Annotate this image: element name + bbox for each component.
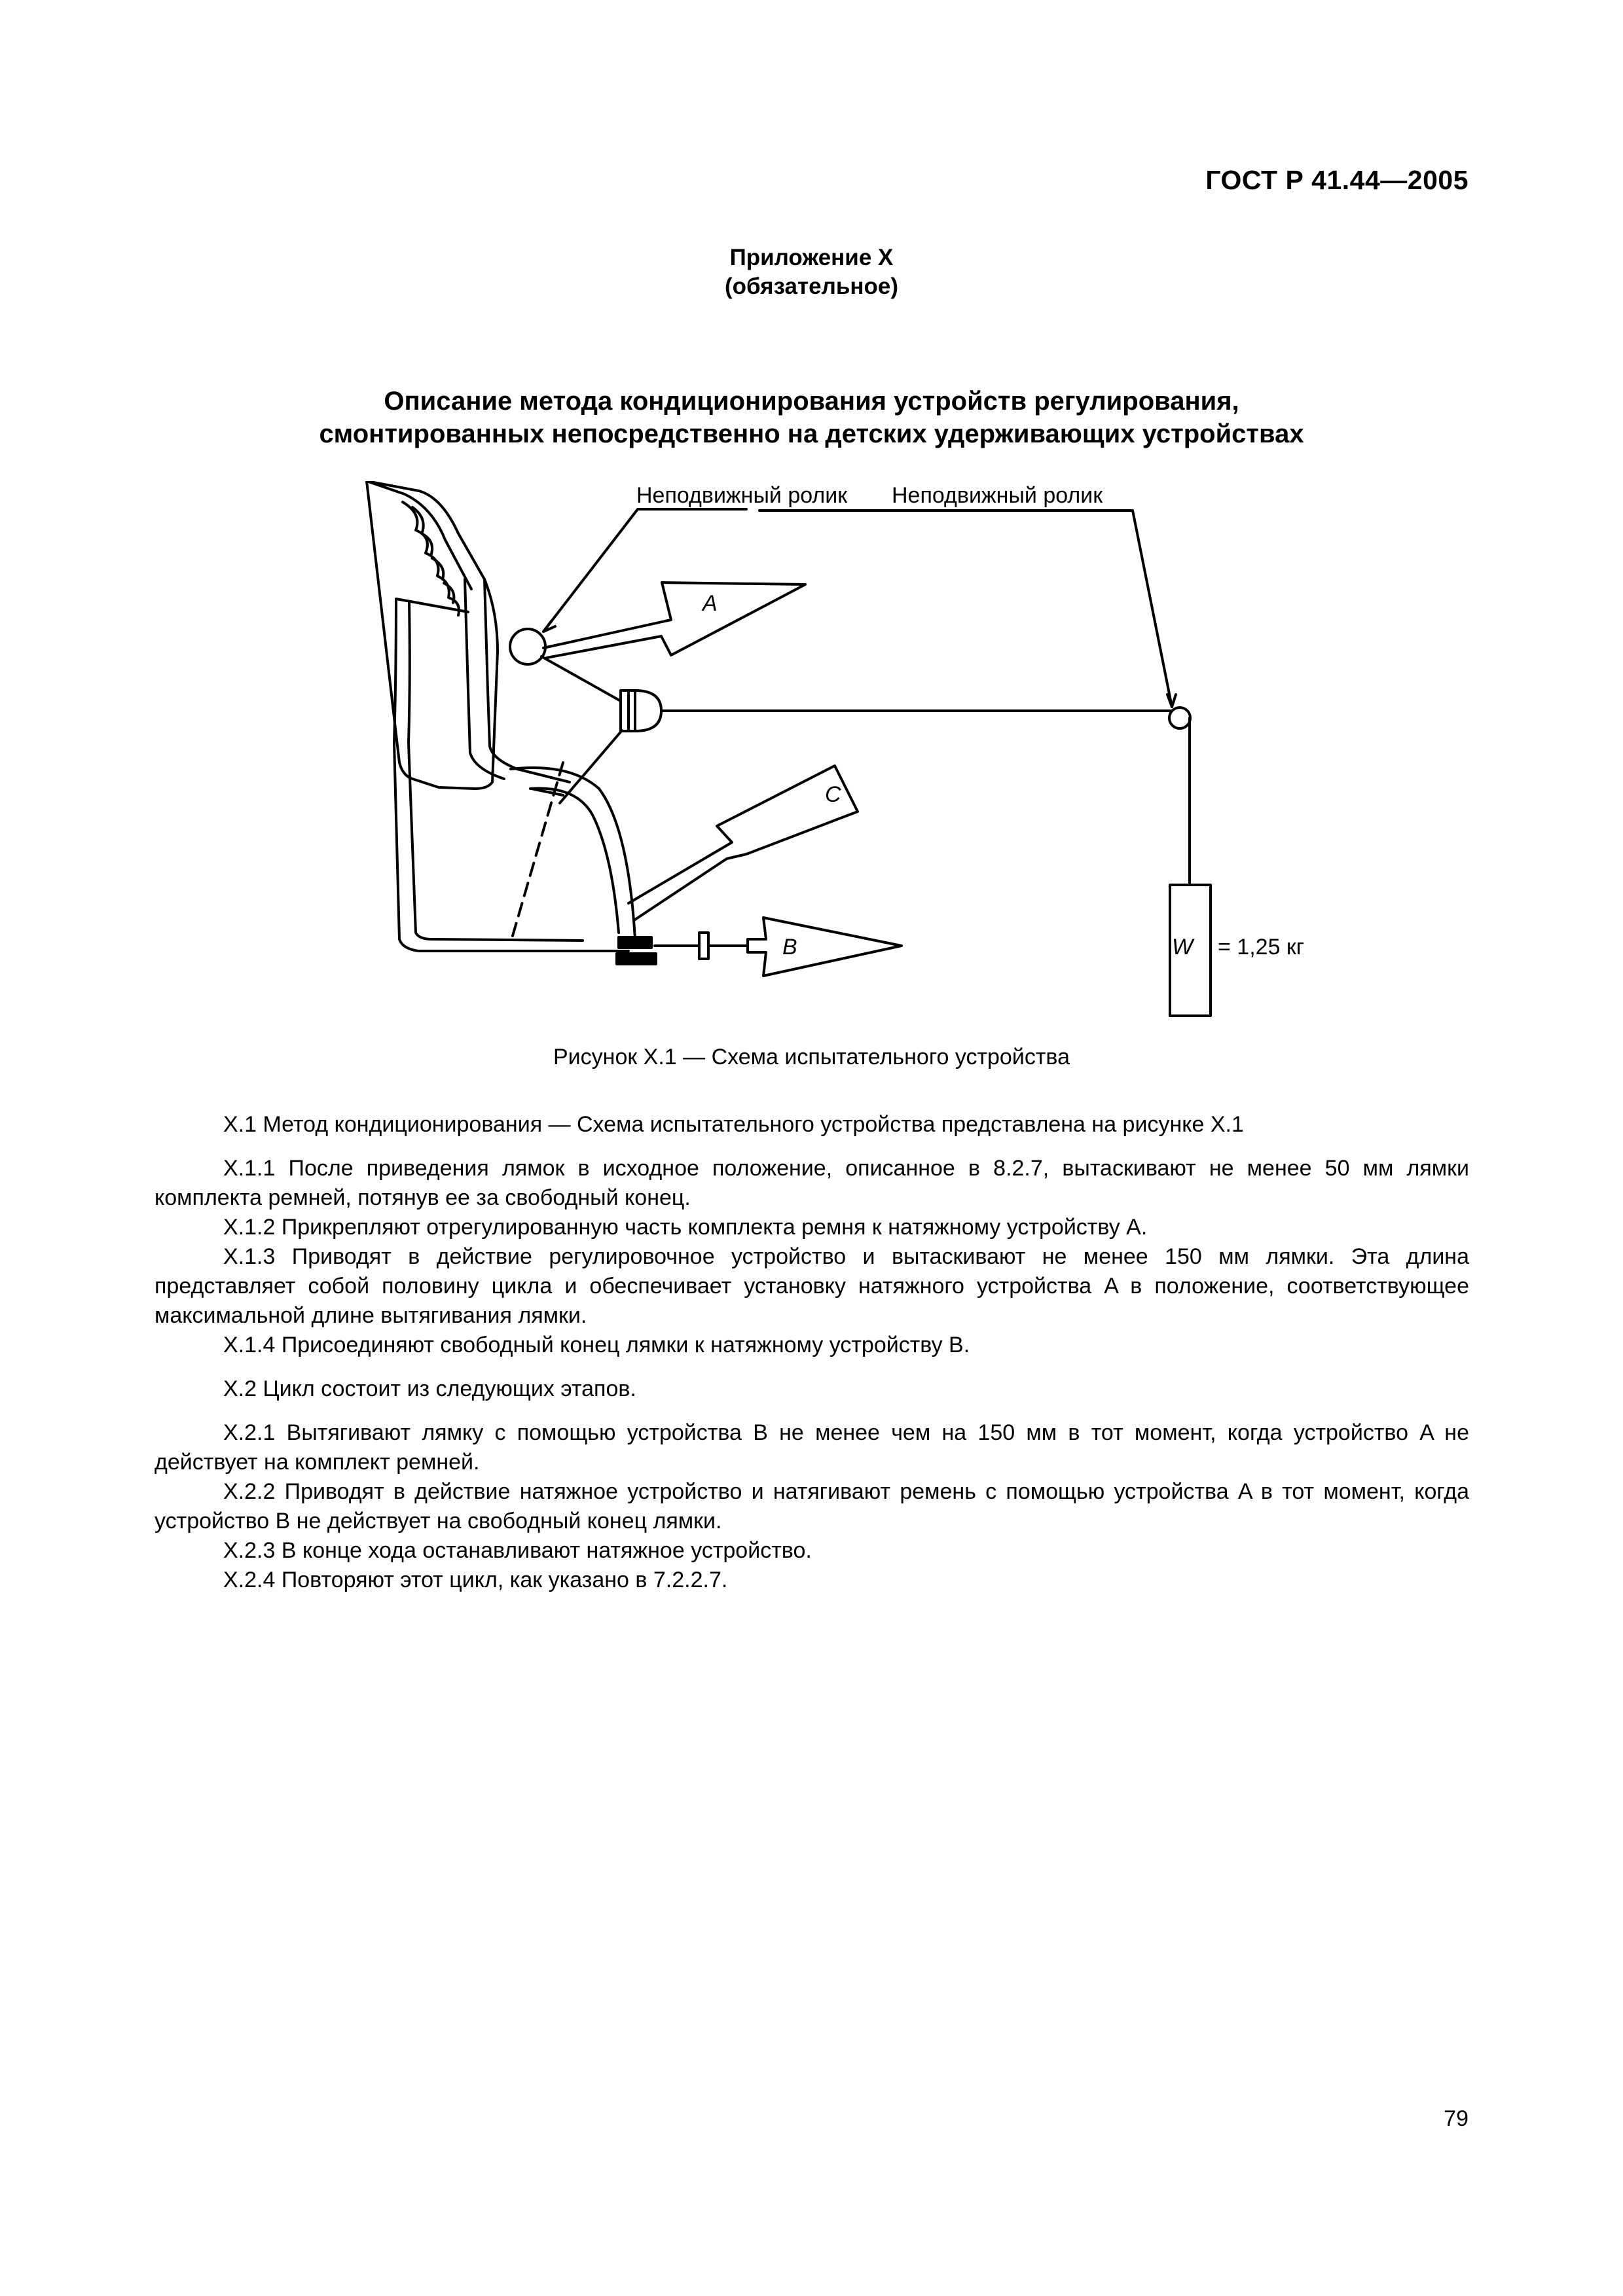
paragraph-x1-3: X.1.3 Приводят в действие регулировочное устройство и вытаскивают не менее 150 мм лямки. Эта длина представляет собой половину цикла и обеспечивает установку натяжного устройства A в положение, соответствующее максимальной длине вытягивания лямки. — [155, 1244, 1469, 1328]
appendix-heading — [0, 243, 1623, 301]
device-c — [629, 766, 858, 920]
test-device-diagram — [354, 481, 1349, 1034]
tensioner-b — [655, 918, 902, 976]
leader-roller-1-arrowhead — [543, 621, 555, 632]
connector-block — [541, 656, 661, 803]
appendix-label: Приложение X — [729, 245, 894, 270]
fixed-roller-1 — [510, 629, 545, 664]
label-fixed-roller-2: Неподвижный ролик — [892, 483, 1103, 508]
appendix-status: (обязательное) — [724, 274, 898, 299]
label-weight: W — [1172, 935, 1194, 960]
figure-caption: Рисунок X.1 — Схема испытательного устройства — [553, 1045, 1070, 1069]
label-mass: = 1,25 кг — [1218, 935, 1305, 960]
document-id: ГОСТ Р 41.44—2005 — [1205, 165, 1468, 195]
paragraph-x2-1: X.2.1 Вытягивают лямку с помощью устройства B не менее чем на 150 мм в тот момент, когда устройство A не действует на комплект ремней. — [155, 1420, 1469, 1475]
leader-roller-2 — [759, 511, 1172, 707]
child-seat-shell — [367, 481, 656, 964]
fixed-roller-2 — [1169, 708, 1190, 728]
paragraph-x1-1: X.1.1 После приведения лямок в исходное положение, описанное в 8.2.7, вытаскивают не менее 50 мм лямки комплекта ремней, потянув ее за свободный конец. — [155, 1156, 1469, 1210]
label-device-c: C — [825, 782, 841, 807]
section-title — [0, 385, 1623, 450]
paragraph-x2-4: X.2.4 Повторяют этот цикл, как указано в 7.2.2.7. — [223, 1568, 728, 1592]
label-device-a: A — [702, 591, 718, 616]
label-device-b: B — [782, 935, 797, 960]
paragraph-x2-3: X.2.3 В конце хода останавливают натяжное устройство. — [223, 1538, 812, 1563]
paragraph-x1-2: X.1.2 Прикрепляют отрегулированную часть комплекта ремня к натяжному устройству А. — [223, 1215, 1148, 1240]
paragraph-x2-2: X.2.2 Приводят в действие натяжное устройство и натягивают ремень с помощью устройства A в тот момент, когда устройство B не действует на свободный конец лямки. — [155, 1479, 1469, 1534]
label-fixed-roller-1: Неподвижный ролик — [636, 483, 848, 508]
paragraph-x1: X.1 Метод кондиционирования — Схема испытательного устройства представлена на рисунке X.1 — [223, 1112, 1244, 1137]
paragraph-x1-4: X.1.4 Присоединяют свободный конец лямки к натяжному устройству B. — [223, 1333, 970, 1357]
body-text — [155, 1110, 1469, 1595]
paragraph-x2: X.2 Цикл состоит из следующих этапов. — [223, 1376, 636, 1401]
tensioner-a — [543, 583, 805, 658]
page-number: 79 — [1444, 2106, 1468, 2131]
title-line-1: Описание метода кондиционирования устройств регулирования, — [384, 387, 1239, 416]
title-line-2: смонтированных непосредственно на детских удерживающих устройствах — [319, 420, 1304, 448]
